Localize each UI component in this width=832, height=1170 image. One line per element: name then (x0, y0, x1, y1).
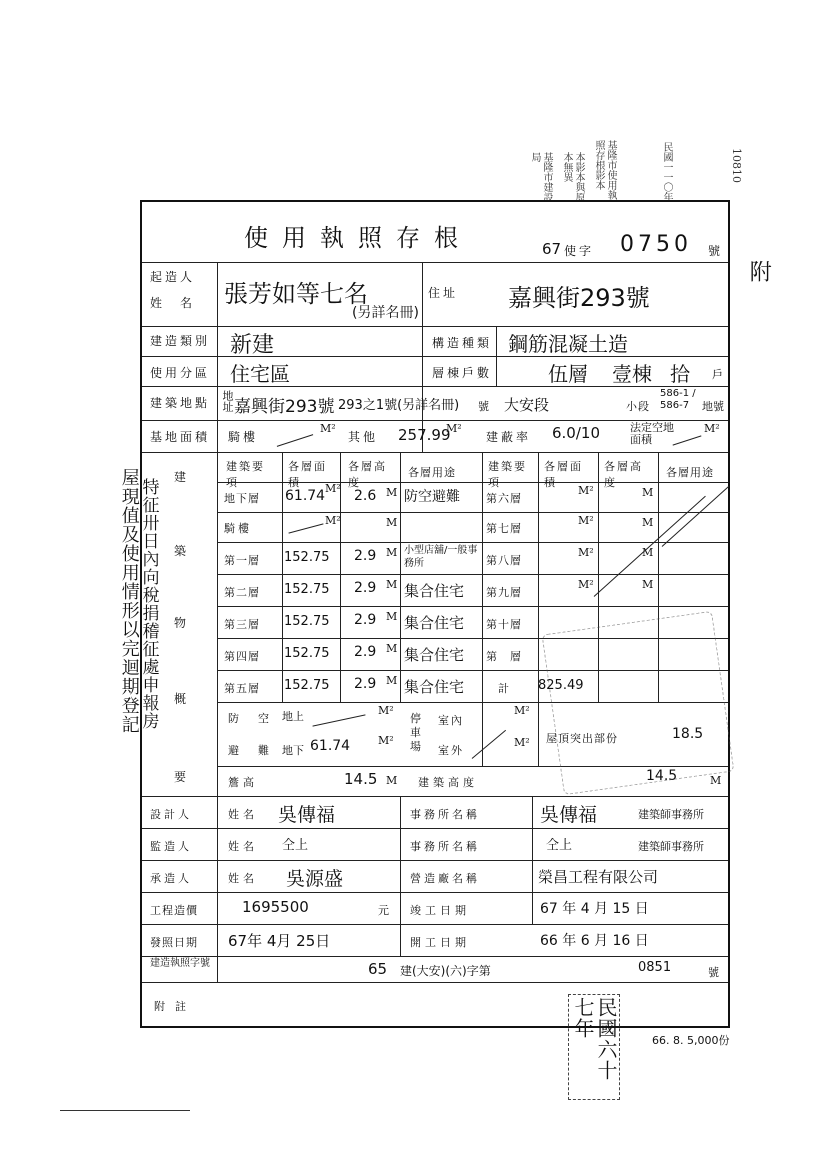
row-item-f8: 第八層 (486, 554, 522, 567)
other-value: 257.99 (398, 426, 451, 444)
eave-height-label: 簷高 (228, 776, 258, 789)
row-height-f3: 2.9 (354, 612, 377, 628)
rooftop-label: 屋頂突出部份 (546, 732, 618, 745)
permit-ref-year: 65 (368, 960, 388, 978)
other-unit: M² (446, 422, 462, 435)
air-raid-label-1: 防 空 (228, 712, 273, 725)
eave-height-unit: M (386, 774, 398, 787)
supervisor-office: 仝上 (546, 838, 573, 853)
permit-ref-suffix: 號 (708, 966, 719, 979)
rooftop-value: 18.5 (672, 726, 704, 742)
header-stamp-2: 本影本與原本無異 (561, 152, 584, 202)
license-suffix: 號 (708, 244, 724, 258)
contractor-name-label: 姓名 (228, 872, 258, 885)
other-label: 其他 (348, 430, 379, 444)
site-area-label: 基地面積 (150, 430, 211, 444)
construction-type-value: 新建 (230, 333, 275, 358)
households-unit: 戶 (712, 368, 723, 381)
license-number: 0750 (620, 232, 692, 257)
row-item-f5: 第五層 (224, 682, 260, 695)
permit-ref-number: 0851 (638, 960, 672, 975)
start-value: 66 年 6 月 16 日 (540, 933, 649, 949)
row-item-f2: 第二層 (224, 586, 260, 599)
hdr-height-left: 各層高度 (348, 460, 387, 489)
floors-value: 伍層 (548, 362, 588, 386)
row-height-unit-f4: M (386, 642, 398, 655)
hdr-item-right: 建築要項 (488, 460, 527, 489)
summary-side-char-2: 築 (174, 544, 190, 558)
row-height-unit-arcade: M (386, 516, 398, 529)
open-space-label: 法定空地面積 (630, 421, 674, 446)
site-location-label: 建築地點 (150, 396, 211, 410)
left-note-outer: 屋現值及使用情形以完迴期登記 (118, 468, 140, 734)
parking-outdoor-unit: M² (514, 736, 530, 749)
building-height-unit: M (710, 774, 722, 787)
row-height-b1: 2.6 (354, 488, 377, 504)
row-item-f7: 第七層 (486, 522, 522, 535)
supervisor-label: 監造人 (150, 840, 192, 853)
site-location-hao: 號 (478, 400, 492, 413)
buildings-value: 壹棟 (612, 362, 652, 386)
row-height-unit-f2: M (386, 578, 398, 591)
cost-unit: 元 (378, 904, 389, 917)
designer-name-label: 姓名 (228, 808, 258, 821)
license-year: 67 (542, 240, 562, 258)
site-section-suffix: 小段 (626, 400, 650, 413)
issue-label: 發照日期 (150, 936, 198, 949)
builder-name: 張芳如等七名 (224, 280, 368, 308)
row-use-b1: 防空避難 (404, 489, 460, 505)
license-prefix: 使字 (564, 244, 595, 258)
header-stamp-corner: 10810 (730, 148, 744, 183)
row-height-f4: 2.9 (354, 644, 377, 660)
permit-ref-label: 建造執照字號 (150, 958, 210, 969)
row-item-arcade: 騎樓 (224, 522, 252, 535)
row-height-unit-f8: M (642, 546, 654, 559)
site-section: 大安段 (504, 396, 550, 414)
designer-label: 設計人 (150, 808, 192, 821)
row-area-f3: 152.75 (284, 614, 330, 629)
contractor-company-label: 營造廠名稱 (410, 872, 480, 885)
row-area-f2: 152.75 (284, 582, 330, 597)
header-stamp-4: 民國一一〇年 (661, 142, 672, 202)
row-height-unit-b1: M (386, 486, 398, 499)
parking-outdoor-label: 室外 (438, 744, 464, 757)
form-title: 使用執照存根 (244, 224, 472, 252)
row-height-unit-f7: M (642, 516, 654, 529)
row-area-unit-f9: M² (578, 578, 594, 591)
row-item-f10: 第十層 (486, 618, 522, 631)
row-height-unit-f3: M (386, 610, 398, 623)
contractor-name: 吳源盛 (286, 868, 344, 890)
license-form (140, 200, 730, 1028)
right-margin-mark: 附 (746, 260, 772, 283)
air-raid-above-label: 地上 (282, 710, 304, 723)
summary-side-char-3: 物 (174, 616, 190, 630)
building-height-value: 14.5 (646, 768, 678, 784)
arcade-unit: M² (320, 422, 336, 435)
row-item-f6: 第六層 (486, 492, 522, 505)
address-label: 住址 (428, 286, 459, 300)
hdr-item-left: 建築要項 (226, 460, 265, 489)
row-area-f1: 152.75 (284, 550, 330, 565)
coverage-label: 建蔽率 (486, 430, 532, 444)
designer-office: 吳傳福 (540, 804, 598, 826)
footer-print-info: 66. 8. 5,000份 (652, 1034, 730, 1047)
hdr-area-right: 各層面積 (544, 460, 583, 489)
row-height-f1: 2.9 (354, 548, 377, 564)
row-use-f4: 集合住宅 (404, 646, 465, 664)
row-item-fn: 第 層 (486, 650, 522, 663)
bottom-rule (60, 1110, 190, 1111)
hdr-area-left: 各層面積 (288, 460, 327, 489)
open-space-unit: M² (704, 422, 720, 435)
construction-type-label: 建造類別 (150, 334, 211, 348)
zoning-value: 住宅區 (230, 362, 290, 386)
site-location-sublabel: 地址 (221, 390, 234, 412)
building-height-label: 建築高度 (418, 776, 478, 789)
row-height-unit-f5: M (386, 674, 398, 687)
header-stamp-1: 基隆市建設局 (529, 152, 552, 202)
builder-note: (另詳名冊) (352, 305, 419, 321)
row-item-total: 計 (498, 682, 510, 695)
header-stamp-3: 基隆市使用執照存根影本 (593, 140, 616, 200)
completion-label: 竣工日期 (410, 904, 470, 917)
parking-indoor-label: 室內 (438, 714, 464, 727)
row-item-f1: 第一層 (224, 554, 260, 567)
zoning-label: 使用分區 (150, 366, 211, 380)
start-label: 開工日期 (410, 936, 470, 949)
row-area-f4: 152.75 (284, 646, 330, 661)
address-value: 嘉興街293號 (508, 284, 650, 312)
supervisor-name: 仝上 (282, 838, 309, 853)
contractor-company: 榮昌工程有限公司 (538, 868, 659, 886)
hdr-use-left: 各層用途 (408, 466, 456, 479)
row-area-unit-f8: M² (578, 546, 594, 559)
eave-height-value: 14.5 (344, 770, 378, 788)
row-height-f5: 2.9 (354, 676, 377, 692)
parking-indoor-unit: M² (514, 704, 530, 717)
site-location-extra: 293之1號(另詳名冊) (338, 398, 460, 413)
air-raid-below-value: 61.74 (310, 738, 351, 754)
row-item-b1: 地下層 (224, 492, 260, 505)
summary-side-char-1: 建 (174, 470, 190, 484)
row-area-f5: 152.75 (284, 678, 330, 693)
supervisor-name-label: 姓名 (228, 840, 258, 853)
hdr-use-right: 各層用途 (666, 466, 714, 479)
row-area-unit-f7: M² (578, 514, 594, 527)
site-lot: 586-1 / 586-7 (660, 388, 696, 411)
row-item-f4: 第四層 (224, 650, 260, 663)
cost-label: 工程造價 (150, 904, 198, 917)
permit-ref-text: 建(大安)(六)字第 (400, 964, 491, 978)
row-height-unit-f1: M (386, 546, 398, 559)
floors-units-label: 層棟戶數 (432, 366, 493, 380)
parking-label: 停車場 (410, 712, 421, 753)
row-area-unit-b1: M² (325, 482, 341, 495)
designer-office-label: 事務所名稱 (410, 808, 480, 821)
row-area-b1: 61.74 (285, 488, 326, 504)
completion-value: 67 年 4 月 15 日 (540, 901, 649, 917)
households-value: 拾 (670, 362, 690, 386)
air-raid-below-label: 地下 (282, 744, 304, 757)
coverage-value: 6.0/10 (552, 424, 600, 442)
structure-type-label: 構造種類 (432, 336, 493, 350)
designer-office-suffix: 建築師事務所 (638, 808, 704, 821)
contractor-label: 承造人 (150, 872, 192, 885)
summary-side-char-5: 要 (174, 770, 190, 784)
supervisor-office-suffix: 建築師事務所 (638, 840, 704, 853)
designer-name: 吳傳福 (278, 804, 336, 826)
row-use-f2: 集合住宅 (404, 582, 465, 600)
row-area-unit-f6: M² (578, 484, 594, 497)
row-item-f3: 第三層 (224, 618, 260, 631)
official-seal-area (542, 611, 735, 795)
hdr-height-right: 各層高度 (604, 460, 643, 489)
arcade-label: 騎樓 (228, 430, 259, 444)
cost-value: 1695500 (242, 898, 309, 916)
row-height-unit-f9: M (642, 578, 654, 591)
remarks-label: 附註 (154, 1000, 196, 1013)
builder-label-2: 姓 名 (150, 296, 196, 310)
structure-type-value: 鋼筋混凝土造 (508, 332, 628, 356)
row-item-f9: 第九層 (486, 586, 522, 599)
air-raid-label-2: 避 難 (228, 744, 273, 757)
site-lot-suffix: 地號 (702, 400, 724, 413)
row-height-f2: 2.9 (354, 580, 377, 596)
supervisor-office-label: 事務所名稱 (410, 840, 480, 853)
site-location-address: 嘉興街293號 (234, 397, 335, 417)
row-use-f1: 小型店舖/一般事務所 (404, 545, 478, 569)
air-raid-below-unit: M² (378, 734, 394, 747)
issue-value: 67年 4月 25日 (228, 932, 331, 950)
air-raid-above-unit: M² (378, 704, 394, 717)
left-note-inner: 特征卅日內向稅捐稽征處申報房 (138, 478, 159, 730)
summary-side-char-4: 概 (174, 692, 190, 706)
row-area-unit-arcade: M² (325, 514, 341, 527)
row-height-unit-f6: M (642, 486, 654, 499)
bottom-stamp: 民國六十七年 (568, 994, 620, 1100)
row-area-total: 825.49 (538, 678, 584, 693)
row-use-f3: 集合住宅 (404, 614, 465, 632)
builder-label-1: 起造人 (150, 270, 196, 284)
row-use-f5: 集合住宅 (404, 678, 465, 696)
